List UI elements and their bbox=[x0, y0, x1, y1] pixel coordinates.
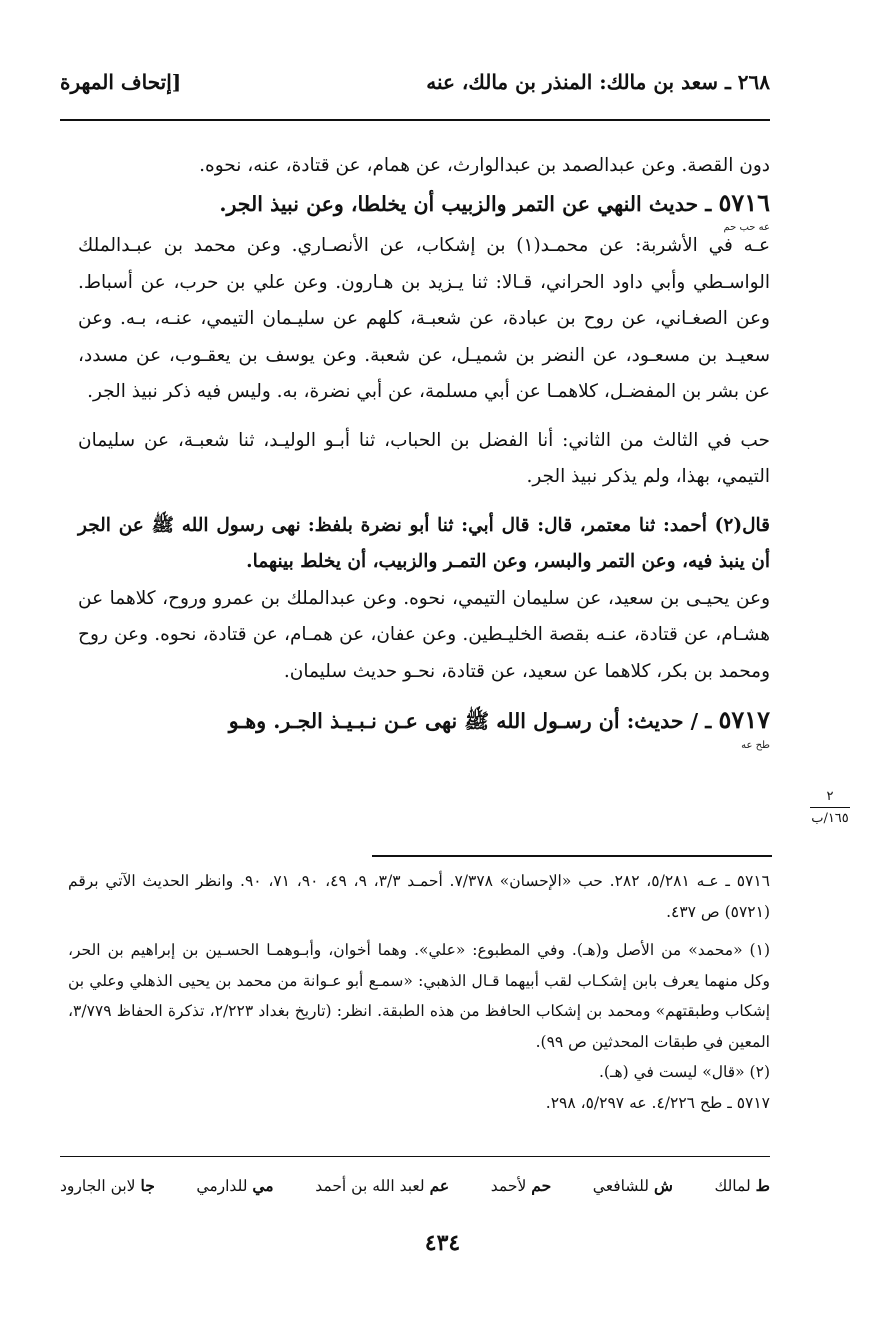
footnote-2: (٢) «قال» ليست في (هـ). bbox=[598, 1063, 770, 1081]
footnote-5716: ٥٧١٦ ـ عـه ٥/٢٨١، ٢٨٢. حب «الإحسان» ٧/٣٧٨. أحمـد ٣/٣، ٩، ٤٩، ٩٠، ٧١، ٩٠. وانظر الحديث الآتي برقم (٥٧٢١) ص ٤٣٧. bbox=[68, 872, 770, 921]
margin-note-rule bbox=[810, 807, 850, 808]
footnotes bbox=[68, 866, 770, 1118]
margin-note-folio: ١٦٥/ب bbox=[811, 811, 849, 826]
paragraph-gap bbox=[78, 690, 770, 702]
header-chapter-title: ٢٦٨ ـ سعد بن مالك: المنذر بن مالك، عنه bbox=[426, 70, 770, 94]
hadith-title-5716: ـ حديث النهي عن التمر والزبيب أن يخلطا، وعن نبيذ الجر. bbox=[219, 191, 712, 216]
paragraph-sources-2: حب في الثالث من الثاني: أنا الفضل بن الحباب، ثنا أبـو الوليـد، ثنا شعبـة، عن سليمان التيمي، بهذا، ولم يذكر نبيذ الجر. bbox=[78, 429, 770, 487]
hadith-entry-5717 bbox=[78, 702, 770, 740]
footnote-rule bbox=[372, 855, 772, 857]
hadith-number-5717: ٥٧١٧ bbox=[718, 705, 770, 734]
legend-item: حم لأحمد bbox=[490, 1176, 552, 1195]
paragraph-gap bbox=[78, 496, 770, 508]
header-rule bbox=[60, 119, 770, 121]
page-number: ٤٣٤ bbox=[424, 1230, 461, 1256]
hadith-title-5717: ـ / حديث: أن رسـول الله ﷺ نهى عـن نـبـيـذ الجـر. وهـو bbox=[228, 709, 712, 733]
paragraph-chains: وعن يحيـى بن سعيد، عن سليمان التيمي، نحوه. وعن عبدالملك بن عمرو وروح، كلاهما عن هشـام، عن قتادة، عنـه بقصة الخليـطين. وعن عفان، عن همـام، عن قتادة، نحوه. وعن روح ومحمد بن بكر، كلاهما عن سعيد، عن قتادة، نحـو حديث سليمان. bbox=[78, 587, 771, 682]
text-line-continuation: دون القصة. وعن عبدالصمد بن عبدالوارث، عن همام، عن قتادة، عنه، نحوه. bbox=[199, 155, 770, 176]
hadith-entry-5716 bbox=[78, 185, 770, 223]
legend-item: مي للدارمي bbox=[196, 1176, 274, 1195]
margin-note-number: ٢ bbox=[826, 789, 834, 804]
ahmad-intro: قال(٢) أحمد: ثنا معتمر، قال: قال أبي: ثنا أبو نضرة بلفظ: bbox=[307, 514, 770, 536]
legend-item: ط لمالك bbox=[714, 1176, 770, 1195]
main-text bbox=[78, 148, 771, 751]
source-marks: عه حب حم bbox=[723, 222, 770, 233]
source-marks: طح عه bbox=[741, 739, 770, 751]
legend-item: ش للشافعي bbox=[592, 1176, 673, 1195]
paragraph-sources-1: عـه في الأشربة: عن محمـد(١) بن إشكاب، عن الأنصـاري. وعن محمد بن عبـدالملك الواسـطي وأبي داود الحراني، قـالا: ثنا يـزيد بن هـارون. وعن علي بن حرب، عن أسباط. وعن الصغـاني، عن روح بن عبادة، عن شعبـة، كلهم عن سليـمان التيمي، عنـه، بـه. وعن سعيـد بن مسعـود، عن النضر بن شميـل، عن شعبة. وعن يوسف بن يعقـوب، عن مسدد، عن بشر بن المفضـل، كلاهمـا عن أبي مسلمة، عن أبي نضرة، به. وليس فيه ذكر نبيذ الجر. bbox=[78, 235, 770, 402]
legend-item: جا لابن الجارود bbox=[60, 1176, 155, 1195]
legend-rule bbox=[60, 1156, 770, 1157]
header-book-title: [إتحاف المهرة bbox=[60, 70, 182, 94]
footnote-gap bbox=[68, 927, 770, 935]
running-header bbox=[60, 70, 770, 104]
paragraph-gap bbox=[78, 411, 770, 423]
abbreviation-legend bbox=[60, 1176, 770, 1195]
hadith-number-5716: ٥٧١٦ bbox=[718, 187, 770, 217]
footnote-1: (١) «محمد» من الأصل و(هـ). وفي المطبوع: «علي». وهما أخوان، وأبـوهمـا الحسـين بن إبراهيم بن الحر، وكل منهما يعرف بابن إشكـاب لقب أبيهما قـال الذهبي: «سمـع أبو عـوانة من محمد بن يحيى الذهلي وعلي بن إشكاب وطبقتهم» ومحمد بن إشكاب الحافظ من هذه الطبقة. انظر: (تاريخ بغداد ٢/٢٢٣، تذكرة الحفاظ ٣/٧٧٩، المعين في طبقات المحدثين ص ٩٩). bbox=[68, 941, 771, 1051]
paragraph-ahmad bbox=[78, 508, 770, 581]
legend-item: عم لعبد الله بن أحمد bbox=[315, 1176, 450, 1195]
footnote-5717: ٥٧١٧ ـ طح ٤/٢٢٦. عه ٥/٢٩٧، ٢٩٨. bbox=[545, 1093, 770, 1112]
manuscript-margin-note bbox=[800, 788, 860, 827]
hadith-text-bold: نهى رسول الله ﷺ عن الجر أن ينبذ فيه، وعن التمر والبسر، وعن التمـر والزبيب، أن يخلط بينهما. bbox=[78, 514, 770, 572]
